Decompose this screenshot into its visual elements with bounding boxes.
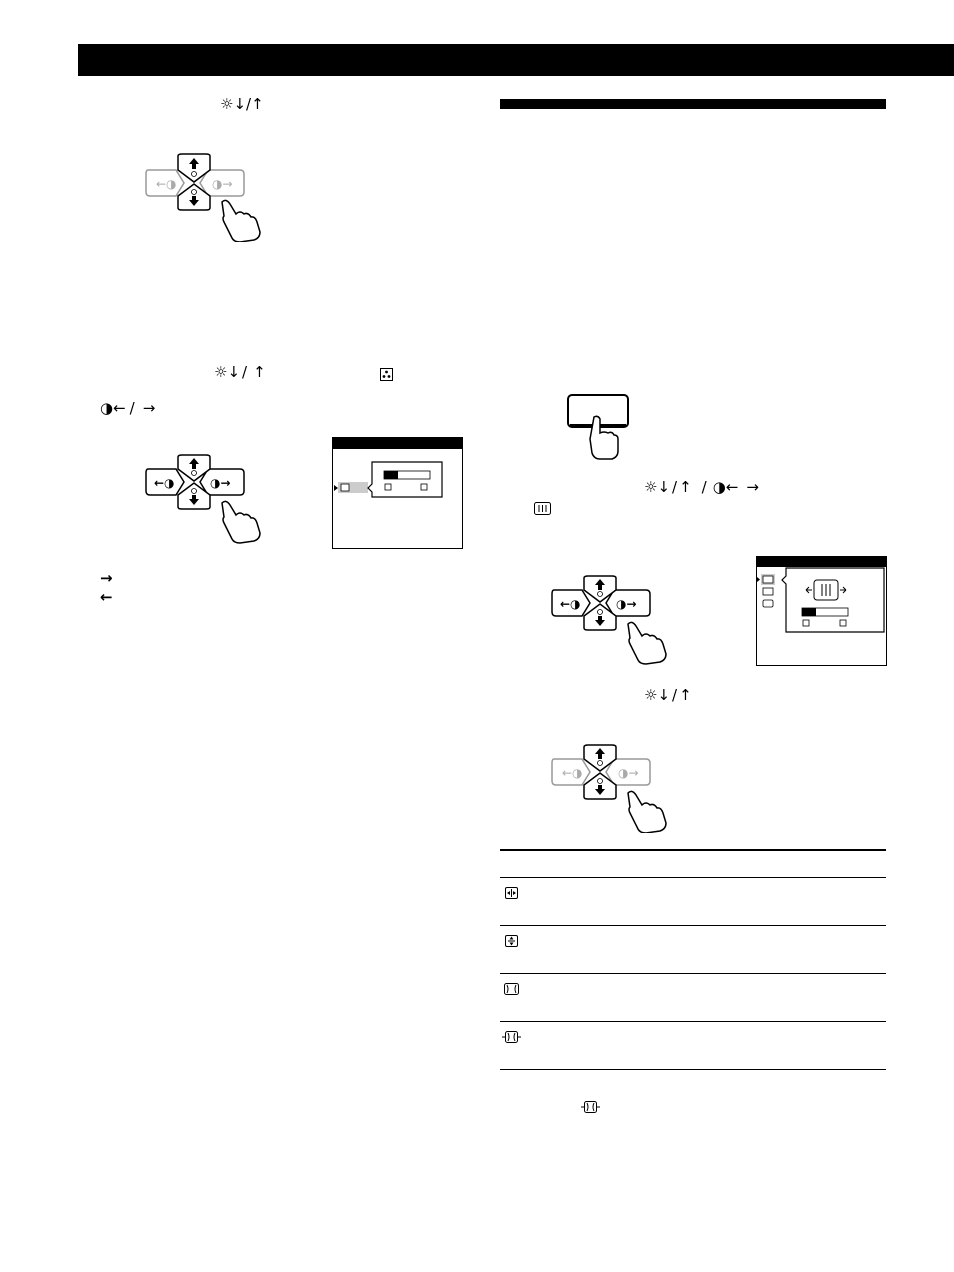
brightness-sun-icon: ☼: [644, 686, 658, 704]
control-pad-full-right[interactable]: [550, 574, 676, 666]
control-pad-full[interactable]: [144, 453, 270, 545]
svg-text:◑→: ◑→: [616, 597, 637, 611]
table-row-divider: [500, 973, 886, 974]
right-step-glyph-line-a: [644, 480, 759, 495]
right-step-glyph-line-b: [644, 688, 692, 703]
svg-text:←◑: ←◑: [154, 476, 175, 490]
pressing-hand-icon: [222, 501, 260, 543]
control-pad-right-button[interactable]: [200, 469, 244, 495]
control-pad-left-button[interactable]: [146, 469, 184, 495]
control-pad-right-button[interactable]: [200, 170, 244, 196]
h-size-icon: [505, 887, 518, 899]
pin-balance-icon: [581, 1101, 600, 1113]
table-row-divider: [500, 925, 886, 926]
separator: /: [129, 399, 135, 417]
level-bar-fill: [802, 608, 816, 616]
table-bottom-rule: [500, 1069, 886, 1070]
control-pad-left-button[interactable]: [146, 170, 184, 196]
table-row-divider: [500, 877, 886, 878]
down-arrow-glyph: ↓: [227, 363, 241, 381]
svg-text:◑→: ◑→: [212, 177, 233, 191]
table-top-rule: [500, 849, 886, 851]
separator: /: [672, 686, 678, 704]
up-arrow-glyph: ↑: [679, 686, 692, 704]
control-pad-left-button[interactable]: [552, 759, 590, 785]
step1-glyph-line: [220, 97, 264, 112]
down-arrow-glyph: ↓: [657, 478, 671, 496]
right-arrow-glyph: →: [746, 478, 759, 496]
down-arrow-glyph: ↓: [233, 95, 247, 113]
control-pad-right-button[interactable]: [606, 759, 650, 785]
result-left-arrow: ←: [100, 588, 113, 606]
separator: /: [701, 478, 707, 496]
up-arrow-glyph: ↑: [251, 95, 264, 113]
table-row-divider: [500, 1021, 886, 1022]
separator: /: [242, 363, 248, 381]
pressing-hand-icon: [222, 200, 260, 242]
step2b-glyph-line: [100, 401, 155, 416]
pincushion-icon: [534, 502, 551, 515]
left-arrow-glyph: ←: [725, 478, 739, 496]
section-rule: [500, 99, 886, 109]
svg-text:←◑: ←◑: [562, 766, 583, 780]
level-bar-fill: [384, 471, 398, 479]
brightness-sun-icon: ☼: [220, 95, 234, 113]
menu-button[interactable]: [566, 393, 632, 463]
contrast-half-circle-icon: ◑: [100, 399, 114, 417]
control-pad-updown[interactable]: [144, 152, 270, 242]
step2-glyph-line: [214, 365, 266, 380]
up-arrow-glyph: ↑: [253, 363, 266, 381]
svg-text:←◑: ←◑: [156, 177, 177, 191]
control-pad-left-button[interactable]: [552, 590, 590, 616]
osd-geometry-menu: [756, 556, 887, 666]
separator: /: [672, 478, 678, 496]
osd-color-menu: [332, 437, 463, 549]
v-center-icon: [505, 935, 518, 947]
svg-text:←◑: ←◑: [560, 597, 581, 611]
contrast-half-circle-icon: ◑: [712, 478, 726, 496]
brightness-sun-icon: ☼: [214, 363, 228, 381]
pincushion-icon: [504, 983, 519, 995]
down-arrow-glyph: ↓: [657, 686, 671, 704]
result-right-arrow: →: [100, 569, 113, 587]
right-arrow-glyph: →: [142, 399, 156, 417]
separator: /: [246, 95, 252, 113]
pressing-hand-icon: [628, 622, 666, 664]
header-bar: [78, 44, 954, 76]
control-pad-updown-right[interactable]: [550, 743, 676, 833]
color-temp-icon: [380, 368, 393, 381]
left-arrow-glyph: ←: [113, 399, 126, 417]
control-pad-right-button[interactable]: [606, 590, 650, 616]
up-arrow-glyph: ↑: [679, 478, 692, 496]
svg-text:◑→: ◑→: [210, 476, 231, 490]
brightness-sun-icon: ☼: [644, 478, 658, 496]
pin-balance-icon: [502, 1031, 521, 1043]
svg-text:◑→: ◑→: [618, 766, 639, 780]
pressing-hand-icon: [628, 791, 666, 833]
